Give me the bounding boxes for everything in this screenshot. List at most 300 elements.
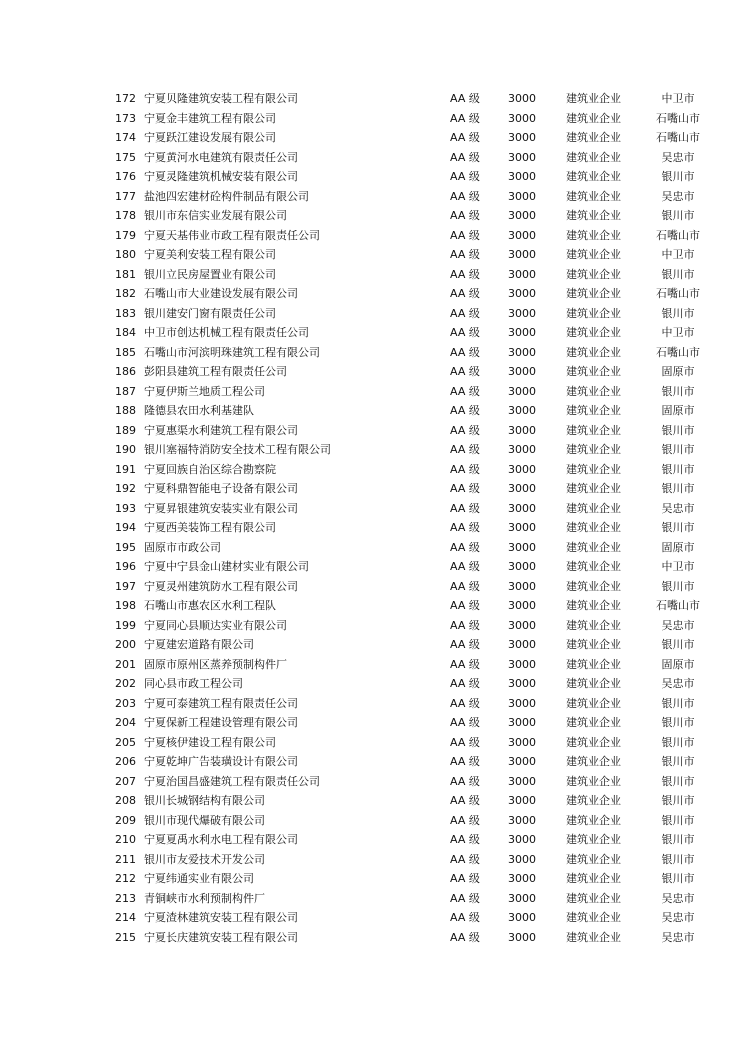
city-name: 石嘴山市 <box>656 287 700 300</box>
credit-grade: AA 级 <box>450 345 480 359</box>
credit-grade: AA 级 <box>450 423 480 437</box>
city-name: 银川市 <box>661 462 695 476</box>
enterprise-type: 建筑业企业 <box>566 599 621 612</box>
amount-value: 3000 <box>508 228 536 242</box>
row-number: 213 <box>115 891 136 905</box>
table-row <box>0 284 744 304</box>
enterprise-type: 建筑业企业 <box>566 891 621 905</box>
amount-value: 3000 <box>508 891 536 905</box>
amount-value: 3000 <box>508 267 536 281</box>
row-number: 204 <box>115 716 136 729</box>
row-number: 186 <box>115 365 136 378</box>
city-name: 石嘴山市 <box>656 345 700 359</box>
row-number: 194 <box>115 521 136 534</box>
enterprise-type: 建筑业企业 <box>566 911 621 924</box>
company-name: 固原市原州区蒸养预制构件厂 <box>144 657 287 671</box>
table-row <box>0 694 744 714</box>
amount-value: 3000 <box>508 618 536 632</box>
table-row <box>0 89 744 109</box>
credit-grade: AA 级 <box>450 384 480 398</box>
row-number: 178 <box>115 209 136 222</box>
row-number: 184 <box>115 326 136 339</box>
table-row <box>0 226 744 246</box>
amount-value: 3000 <box>508 833 536 846</box>
amount-value: 3000 <box>508 677 536 690</box>
credit-grade: AA 级 <box>450 930 480 944</box>
amount-value: 3000 <box>508 521 536 534</box>
city-name: 固原市 <box>661 540 695 554</box>
row-number: 193 <box>115 501 136 515</box>
amount-value: 3000 <box>508 560 536 573</box>
enterprise-table <box>0 89 744 947</box>
table-row <box>0 382 744 402</box>
company-name: 宁夏夏禹水利水电工程有限公司 <box>144 833 298 846</box>
amount-value: 3000 <box>508 774 536 788</box>
credit-grade: AA 级 <box>450 326 480 339</box>
enterprise-type: 建筑业企业 <box>566 111 621 125</box>
company-name: 宁夏建宏道路有限公司 <box>144 638 254 651</box>
city-name: 银川市 <box>661 872 695 885</box>
amount-value: 3000 <box>508 131 536 144</box>
table-row <box>0 596 744 616</box>
credit-grade: AA 级 <box>450 774 480 788</box>
company-name: 宁夏金丰建筑工程有限公司 <box>144 111 276 125</box>
credit-grade: AA 级 <box>450 482 480 495</box>
credit-grade: AA 级 <box>450 735 480 749</box>
enterprise-type: 建筑业企业 <box>566 170 621 183</box>
company-name: 银川塞福特消防安全技术工程有限公司 <box>144 443 331 456</box>
amount-value: 3000 <box>508 462 536 476</box>
credit-grade: AA 级 <box>450 170 480 183</box>
row-number: 192 <box>115 482 136 495</box>
row-number: 196 <box>115 560 136 573</box>
credit-grade: AA 级 <box>450 716 480 729</box>
table-row <box>0 889 744 909</box>
enterprise-type: 建筑业企业 <box>566 267 621 281</box>
company-name: 宁夏长庆建筑安装工程有限公司 <box>144 930 298 944</box>
table-row <box>0 869 744 889</box>
enterprise-type: 建筑业企业 <box>566 521 621 534</box>
enterprise-type: 建筑业企业 <box>566 131 621 144</box>
row-number: 207 <box>115 774 136 788</box>
amount-value: 3000 <box>508 657 536 671</box>
amount-value: 3000 <box>508 209 536 222</box>
company-name: 石嘴山市河滨明珠建筑工程有限公司 <box>144 345 320 359</box>
enterprise-type: 建筑业企业 <box>566 774 621 788</box>
amount-value: 3000 <box>508 248 536 261</box>
row-number: 195 <box>115 540 136 554</box>
city-name: 吴忠市 <box>661 891 695 905</box>
table-row <box>0 460 744 480</box>
enterprise-type: 建筑业企业 <box>566 657 621 671</box>
table-row <box>0 713 744 733</box>
city-name: 石嘴山市 <box>656 228 700 242</box>
row-number: 205 <box>115 735 136 749</box>
company-name: 宁夏惠渠水利建筑工程有限公司 <box>144 423 298 437</box>
table-row <box>0 752 744 772</box>
amount-value: 3000 <box>508 287 536 300</box>
company-name: 宁夏美利安装工程有限公司 <box>144 248 276 261</box>
city-name: 银川市 <box>661 443 695 456</box>
amount-value: 3000 <box>508 579 536 593</box>
city-name: 银川市 <box>661 384 695 398</box>
table-row <box>0 499 744 519</box>
amount-value: 3000 <box>508 92 536 105</box>
table-row <box>0 830 744 850</box>
city-name: 中卫市 <box>661 92 695 105</box>
row-number: 209 <box>115 813 136 827</box>
company-name: 宁夏西美装饰工程有限公司 <box>144 521 276 534</box>
row-number: 215 <box>115 930 136 944</box>
city-name: 石嘴山市 <box>656 131 700 144</box>
amount-value: 3000 <box>508 423 536 437</box>
credit-grade: AA 级 <box>450 462 480 476</box>
credit-grade: AA 级 <box>450 755 480 768</box>
company-name: 宁夏治国昌盛建筑工程有限责任公司 <box>144 774 320 788</box>
table-row <box>0 128 744 148</box>
credit-grade: AA 级 <box>450 150 480 164</box>
enterprise-type: 建筑业企业 <box>566 813 621 827</box>
enterprise-type: 建筑业企业 <box>566 677 621 690</box>
city-name: 银川市 <box>661 774 695 788</box>
company-name: 银川建安门窗有限责任公司 <box>144 306 276 320</box>
table-row <box>0 772 744 792</box>
enterprise-type: 建筑业企业 <box>566 735 621 749</box>
enterprise-type: 建筑业企业 <box>566 150 621 164</box>
credit-grade: AA 级 <box>450 306 480 320</box>
table-row <box>0 850 744 870</box>
city-name: 吴忠市 <box>661 618 695 632</box>
city-name: 银川市 <box>661 267 695 281</box>
amount-value: 3000 <box>508 482 536 495</box>
enterprise-type: 建筑业企业 <box>566 443 621 456</box>
company-name: 宁夏伊斯兰地质工程公司 <box>144 384 265 398</box>
table-row <box>0 343 744 363</box>
enterprise-type: 建筑业企业 <box>566 306 621 320</box>
amount-value: 3000 <box>508 852 536 866</box>
row-number: 189 <box>115 423 136 437</box>
city-name: 固原市 <box>661 365 695 378</box>
table-row <box>0 928 744 948</box>
credit-grade: AA 级 <box>450 560 480 573</box>
company-name: 宁夏中宁县金山建材实业有限公司 <box>144 560 309 573</box>
row-number: 206 <box>115 755 136 768</box>
enterprise-type: 建筑业企业 <box>566 833 621 846</box>
table-row <box>0 265 744 285</box>
amount-value: 3000 <box>508 599 536 612</box>
enterprise-type: 建筑业企业 <box>566 248 621 261</box>
credit-grade: AA 级 <box>450 599 480 612</box>
company-name: 宁夏核伊建设工程有限公司 <box>144 735 276 749</box>
table-row <box>0 518 744 538</box>
table-row <box>0 538 744 558</box>
amount-value: 3000 <box>508 813 536 827</box>
city-name: 银川市 <box>661 638 695 651</box>
amount-value: 3000 <box>508 443 536 456</box>
company-name: 宁夏渣林建筑安装工程有限公司 <box>144 911 298 924</box>
city-name: 银川市 <box>661 423 695 437</box>
row-number: 190 <box>115 443 136 456</box>
company-name: 宁夏昇银建筑安装实业有限公司 <box>144 501 298 515</box>
row-number: 180 <box>115 248 136 261</box>
enterprise-type: 建筑业企业 <box>566 696 621 710</box>
enterprise-type: 建筑业企业 <box>566 755 621 768</box>
row-number: 187 <box>115 384 136 398</box>
credit-grade: AA 级 <box>450 891 480 905</box>
row-number: 197 <box>115 579 136 593</box>
amount-value: 3000 <box>508 345 536 359</box>
company-name: 宁夏灵隆建筑机械安装有限公司 <box>144 170 298 183</box>
enterprise-type: 建筑业企业 <box>566 560 621 573</box>
enterprise-type: 建筑业企业 <box>566 365 621 378</box>
table-row <box>0 811 744 831</box>
row-number: 183 <box>115 306 136 320</box>
enterprise-type: 建筑业企业 <box>566 930 621 944</box>
credit-grade: AA 级 <box>450 443 480 456</box>
enterprise-type: 建筑业企业 <box>566 482 621 495</box>
row-number: 175 <box>115 150 136 164</box>
credit-grade: AA 级 <box>450 794 480 807</box>
company-name: 宁夏跃江建设发展有限公司 <box>144 131 276 144</box>
company-name: 银川长城钢结构有限公司 <box>144 794 265 807</box>
company-name: 宁夏回族自治区综合勘察院 <box>144 462 276 476</box>
amount-value: 3000 <box>508 501 536 515</box>
row-number: 199 <box>115 618 136 632</box>
amount-value: 3000 <box>508 326 536 339</box>
amount-value: 3000 <box>508 911 536 924</box>
enterprise-type: 建筑业企业 <box>566 794 621 807</box>
enterprise-type: 建筑业企业 <box>566 716 621 729</box>
enterprise-type: 建筑业企业 <box>566 462 621 476</box>
city-name: 石嘴山市 <box>656 599 700 612</box>
table-row <box>0 635 744 655</box>
company-name: 银川市现代爆破有限公司 <box>144 813 265 827</box>
city-name: 银川市 <box>661 170 695 183</box>
table-row <box>0 479 744 499</box>
table-row <box>0 109 744 129</box>
row-number: 201 <box>115 657 136 671</box>
enterprise-type: 建筑业企业 <box>566 501 621 515</box>
credit-grade: AA 级 <box>450 852 480 866</box>
company-name: 隆德县农田水利基建队 <box>144 404 254 417</box>
amount-value: 3000 <box>508 872 536 885</box>
credit-grade: AA 级 <box>450 267 480 281</box>
table-row <box>0 304 744 324</box>
row-number: 179 <box>115 228 136 242</box>
company-name: 宁夏黄河水电建筑有限责任公司 <box>144 150 298 164</box>
enterprise-type: 建筑业企业 <box>566 423 621 437</box>
city-name: 银川市 <box>661 735 695 749</box>
company-name: 石嘴山市大业建设发展有限公司 <box>144 287 298 300</box>
amount-value: 3000 <box>508 384 536 398</box>
row-number: 182 <box>115 287 136 300</box>
row-number: 212 <box>115 872 136 885</box>
amount-value: 3000 <box>508 111 536 125</box>
table-row <box>0 421 744 441</box>
company-name: 宁夏纬通实业有限公司 <box>144 872 254 885</box>
table-row <box>0 908 744 928</box>
amount-value: 3000 <box>508 794 536 807</box>
amount-value: 3000 <box>508 404 536 417</box>
row-number: 174 <box>115 131 136 144</box>
credit-grade: AA 级 <box>450 365 480 378</box>
enterprise-type: 建筑业企业 <box>566 540 621 554</box>
row-number: 214 <box>115 911 136 924</box>
company-name: 盐池四宏建材砼构件制品有限公司 <box>144 189 309 203</box>
table-row <box>0 323 744 343</box>
city-name: 银川市 <box>661 306 695 320</box>
city-name: 银川市 <box>661 813 695 827</box>
credit-grade: AA 级 <box>450 501 480 515</box>
amount-value: 3000 <box>508 540 536 554</box>
company-name: 宁夏同心县顺达实业有限公司 <box>144 618 287 632</box>
credit-grade: AA 级 <box>450 657 480 671</box>
company-name: 固原市市政公司 <box>144 540 221 554</box>
company-name: 宁夏科鼎智能电子设备有限公司 <box>144 482 298 495</box>
credit-grade: AA 级 <box>450 228 480 242</box>
row-number: 191 <box>115 462 136 476</box>
enterprise-type: 建筑业企业 <box>566 618 621 632</box>
table-row <box>0 401 744 421</box>
company-name: 宁夏贝隆建筑安装工程有限公司 <box>144 92 298 105</box>
city-name: 银川市 <box>661 482 695 495</box>
city-name: 固原市 <box>661 657 695 671</box>
credit-grade: AA 级 <box>450 209 480 222</box>
table-row <box>0 440 744 460</box>
row-number: 208 <box>115 794 136 807</box>
enterprise-type: 建筑业企业 <box>566 209 621 222</box>
credit-grade: AA 级 <box>450 638 480 651</box>
amount-value: 3000 <box>508 755 536 768</box>
city-name: 银川市 <box>661 833 695 846</box>
enterprise-type: 建筑业企业 <box>566 638 621 651</box>
credit-grade: AA 级 <box>450 540 480 554</box>
company-name: 银川市东信实业发展有限公司 <box>144 209 287 222</box>
city-name: 吴忠市 <box>661 911 695 924</box>
table-row <box>0 362 744 382</box>
enterprise-type: 建筑业企业 <box>566 872 621 885</box>
city-name: 吴忠市 <box>661 150 695 164</box>
city-name: 吴忠市 <box>661 189 695 203</box>
amount-value: 3000 <box>508 365 536 378</box>
row-number: 210 <box>115 833 136 846</box>
table-row <box>0 577 744 597</box>
row-number: 202 <box>115 677 136 690</box>
table-row <box>0 674 744 694</box>
row-number: 185 <box>115 345 136 359</box>
amount-value: 3000 <box>508 170 536 183</box>
row-number: 188 <box>115 404 136 417</box>
row-number: 211 <box>115 852 136 866</box>
credit-grade: AA 级 <box>450 618 480 632</box>
row-number: 181 <box>115 267 136 281</box>
row-number: 198 <box>115 599 136 612</box>
enterprise-type: 建筑业企业 <box>566 326 621 339</box>
enterprise-type: 建筑业企业 <box>566 345 621 359</box>
amount-value: 3000 <box>508 696 536 710</box>
table-row <box>0 733 744 753</box>
company-name: 彭阳县建筑工程有限责任公司 <box>144 365 287 378</box>
row-number: 176 <box>115 170 136 183</box>
credit-grade: AA 级 <box>450 677 480 690</box>
table-row <box>0 206 744 226</box>
table-row <box>0 616 744 636</box>
enterprise-type: 建筑业企业 <box>566 228 621 242</box>
enterprise-type: 建筑业企业 <box>566 852 621 866</box>
company-name: 宁夏乾坤广告装璜设计有限公司 <box>144 755 298 768</box>
credit-grade: AA 级 <box>450 696 480 710</box>
company-name: 宁夏保新工程建设管理有限公司 <box>144 716 298 729</box>
enterprise-type: 建筑业企业 <box>566 404 621 417</box>
credit-grade: AA 级 <box>450 92 480 105</box>
credit-grade: AA 级 <box>450 248 480 261</box>
row-number: 173 <box>115 111 136 125</box>
company-name: 同心县市政工程公司 <box>144 677 243 690</box>
credit-grade: AA 级 <box>450 872 480 885</box>
city-name: 银川市 <box>661 716 695 729</box>
city-name: 中卫市 <box>661 326 695 339</box>
amount-value: 3000 <box>508 306 536 320</box>
credit-grade: AA 级 <box>450 833 480 846</box>
company-name: 宁夏可泰建筑工程有限责任公司 <box>144 696 298 710</box>
credit-grade: AA 级 <box>450 189 480 203</box>
city-name: 银川市 <box>661 696 695 710</box>
amount-value: 3000 <box>508 150 536 164</box>
company-name: 宁夏灵州建筑防水工程有限公司 <box>144 579 298 593</box>
company-name: 中卫市创达机械工程有限责任公司 <box>144 326 309 339</box>
table-row <box>0 557 744 577</box>
table-row <box>0 655 744 675</box>
table-row <box>0 167 744 187</box>
credit-grade: AA 级 <box>450 911 480 924</box>
city-name: 固原市 <box>661 404 695 417</box>
enterprise-type: 建筑业企业 <box>566 92 621 105</box>
company-name: 银川市友爱技术开发公司 <box>144 852 265 866</box>
enterprise-type: 建筑业企业 <box>566 287 621 300</box>
row-number: 177 <box>115 189 136 203</box>
credit-grade: AA 级 <box>450 813 480 827</box>
city-name: 石嘴山市 <box>656 111 700 125</box>
credit-grade: AA 级 <box>450 131 480 144</box>
enterprise-type: 建筑业企业 <box>566 384 621 398</box>
city-name: 银川市 <box>661 794 695 807</box>
enterprise-type: 建筑业企业 <box>566 189 621 203</box>
city-name: 银川市 <box>661 521 695 534</box>
amount-value: 3000 <box>508 930 536 944</box>
city-name: 中卫市 <box>661 248 695 261</box>
amount-value: 3000 <box>508 638 536 651</box>
enterprise-type: 建筑业企业 <box>566 579 621 593</box>
city-name: 中卫市 <box>661 560 695 573</box>
company-name: 宁夏天基伟业市政工程有限责任公司 <box>144 228 320 242</box>
row-number: 172 <box>115 92 136 105</box>
company-name: 石嘴山市惠农区水利工程队 <box>144 599 276 612</box>
amount-value: 3000 <box>508 716 536 729</box>
amount-value: 3000 <box>508 735 536 749</box>
city-name: 吴忠市 <box>661 677 695 690</box>
row-number: 203 <box>115 696 136 710</box>
company-name: 青铜峡市水利预制构件厂 <box>144 891 265 905</box>
city-name: 银川市 <box>661 579 695 593</box>
credit-grade: AA 级 <box>450 521 480 534</box>
table-row <box>0 148 744 168</box>
credit-grade: AA 级 <box>450 404 480 417</box>
row-number: 200 <box>115 638 136 651</box>
table-row <box>0 791 744 811</box>
city-name: 银川市 <box>661 209 695 222</box>
city-name: 银川市 <box>661 755 695 768</box>
table-row <box>0 187 744 207</box>
